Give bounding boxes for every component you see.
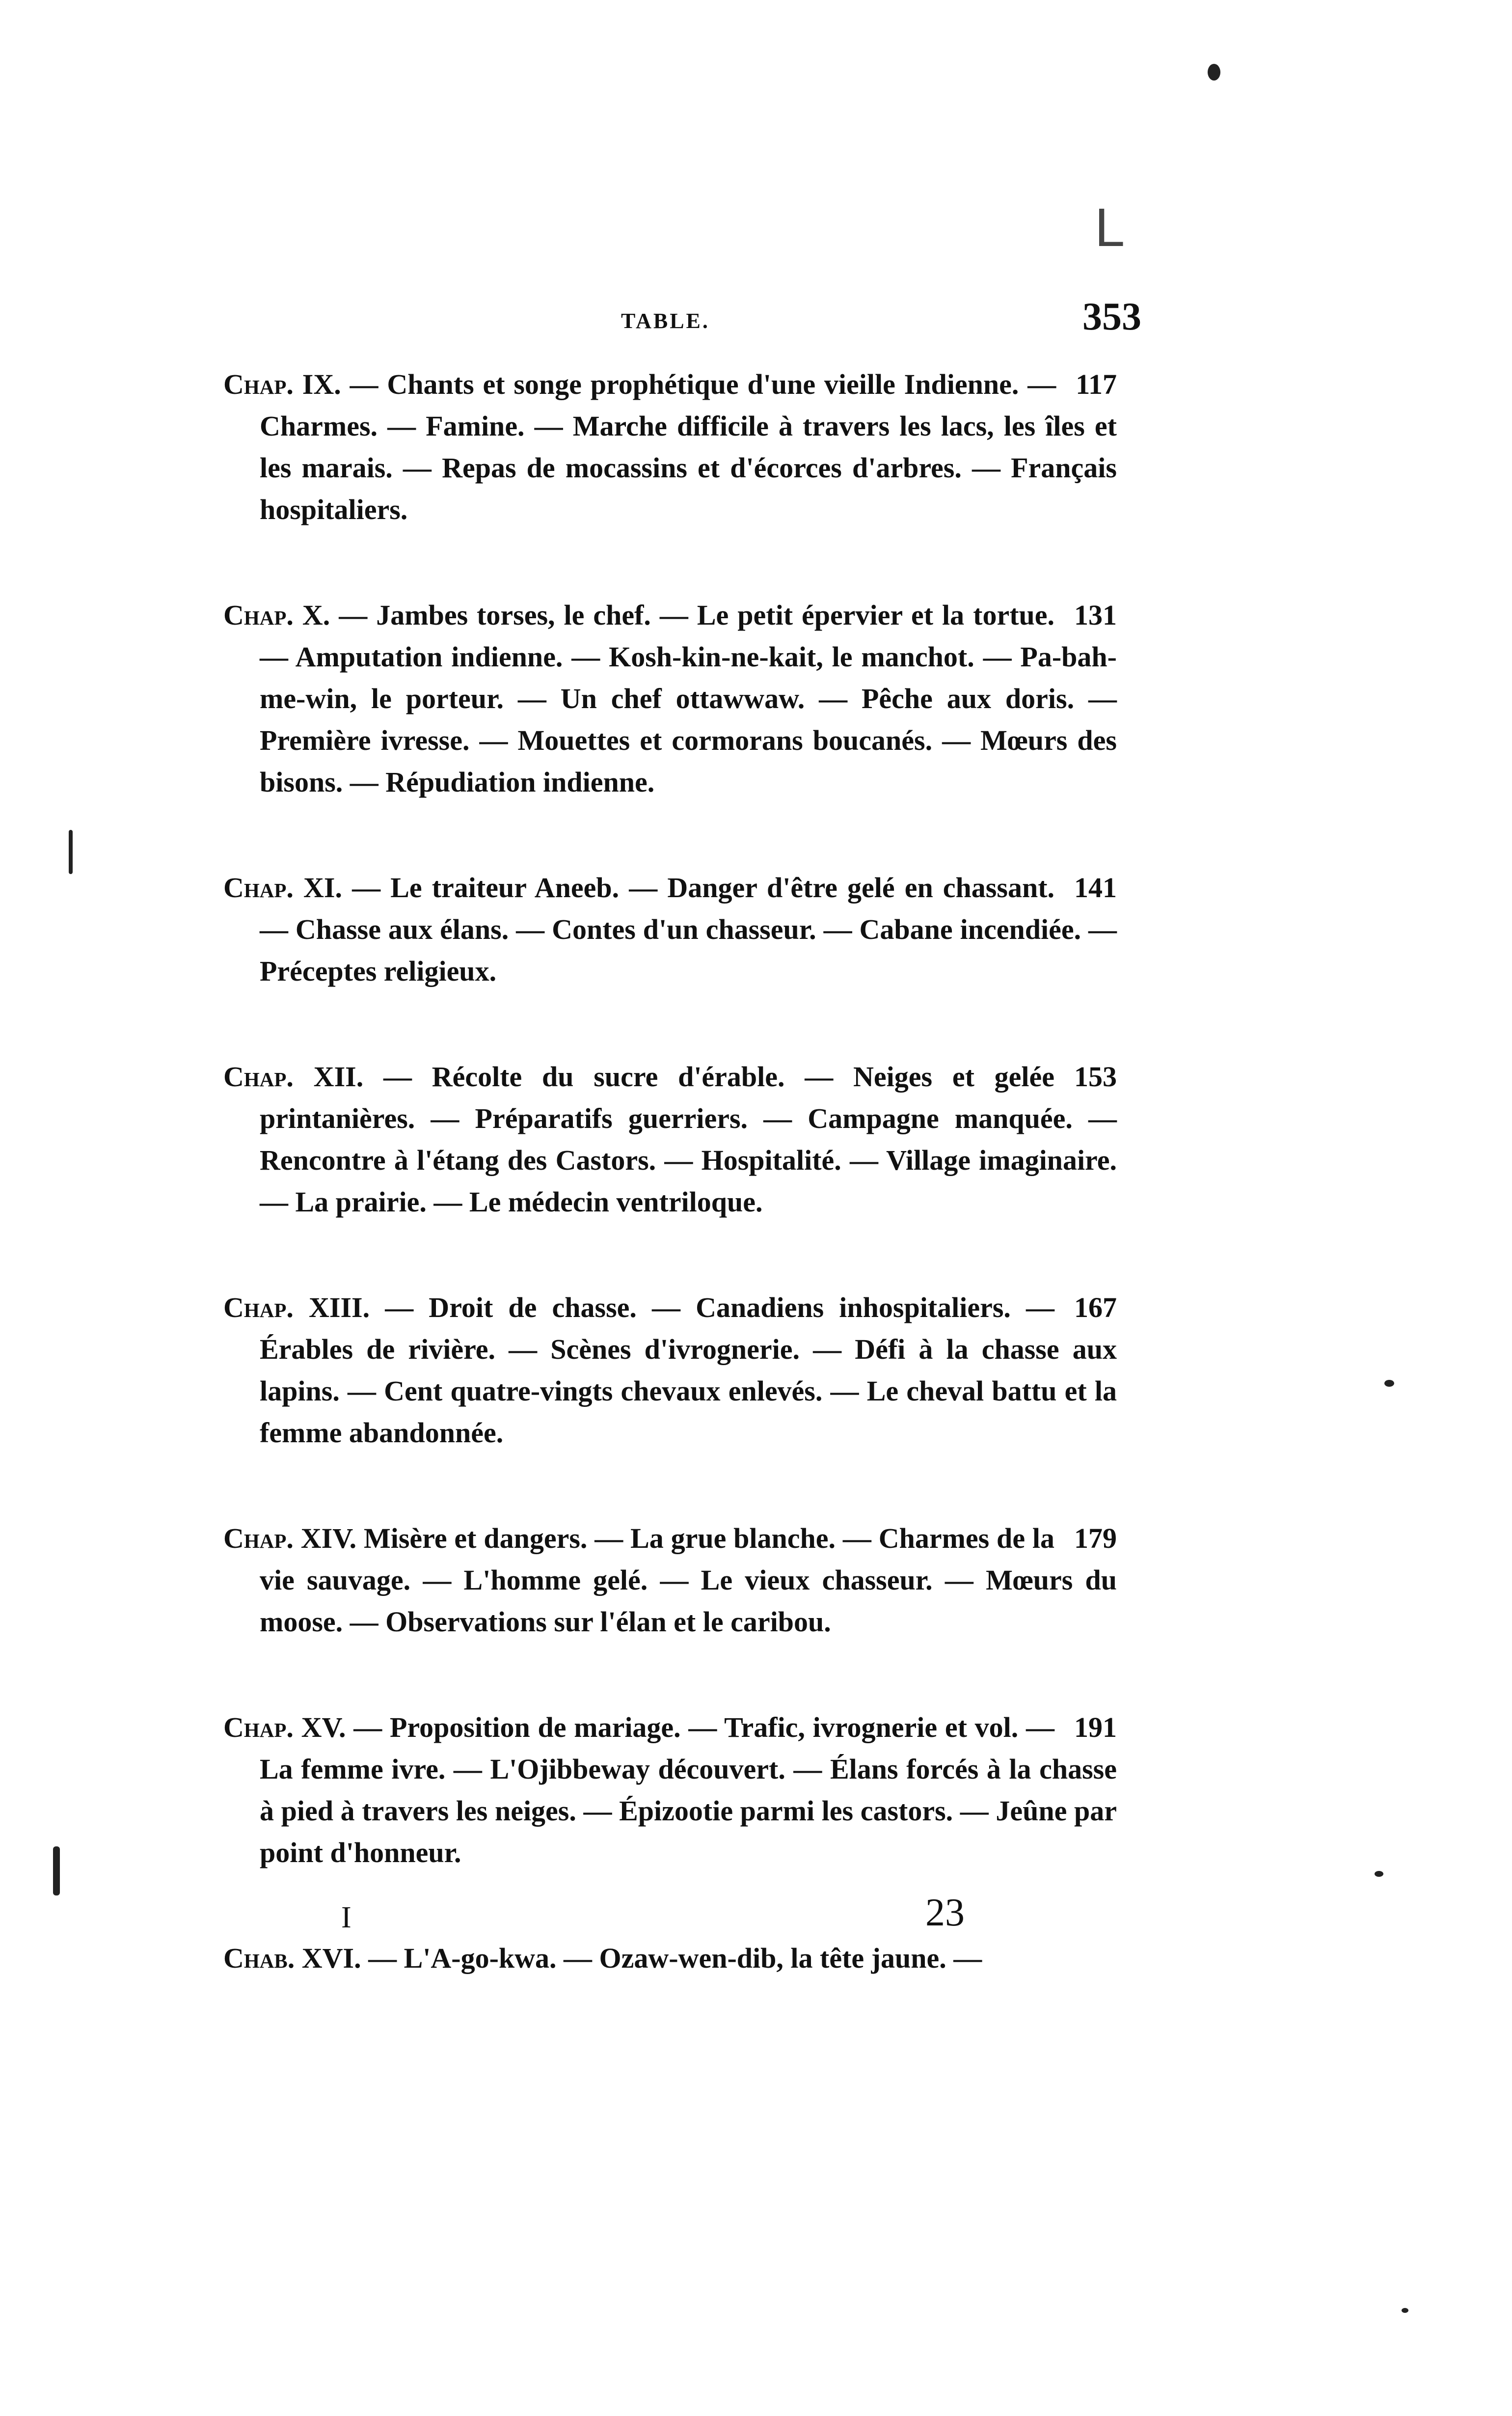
scan-speck: [1384, 1380, 1394, 1387]
corner-handwritten-mark: L: [1095, 197, 1125, 258]
toc-entry-text: — Récolte du sucre d'érable. — Neiges et gelée printanières. — Préparatifs guerriers. — Campagne manquée. — Rencontre à l'étang des Castors. — Hospitalité. — Village imaginaire. — La prairie. — Le médecin ventriloque.: [260, 1061, 1117, 1218]
toc-entry-page: 179: [1074, 1522, 1117, 1554]
toc-entry-text: — Proposition de mariage. — Trafic, ivrognerie et vol. — La femme ivre. — L'Ojibbeway découvert. — Élans forcés à la chasse à pied à travers les neiges. — Épizootie parmi les castors. — Jeûne par point d'honneur.: [260, 1711, 1117, 1868]
toc-entry-page: 167: [1074, 1291, 1117, 1323]
toc-entry-page: 153: [1074, 1061, 1117, 1093]
toc-entry-chapter: Chap. X.: [223, 599, 330, 631]
toc-entry-chap-xii: [223, 1056, 1117, 1223]
toc-entry-text: — Le traiteur Aneeb. — Danger d'être gelé en chassant. — Chasse aux élans. — Contes d'un chasseur. — Cabane incendiée. — Préceptes religieux.: [260, 872, 1117, 987]
toc-entry-chap-xiii: [223, 1287, 1117, 1454]
toc-entry-chapter: Chap. XV.: [223, 1711, 346, 1743]
toc-entry-page: 131: [1074, 599, 1117, 631]
toc-entry-text: — L'A-go-kwa. — Ozaw-wen-dib, la tête jaune. —: [368, 1942, 982, 1974]
toc-entry-chapter: Chap. IX.: [223, 368, 341, 400]
page-header: [223, 295, 1146, 349]
sheet-number: 23: [925, 1891, 965, 1934]
toc-entry-page: 191: [1074, 1711, 1117, 1743]
page-footer: [223, 1891, 1117, 1954]
scan-speck: [1402, 2308, 1408, 2313]
toc-entry-page: 117: [1076, 368, 1117, 400]
toc-entry-chap-xiv: [223, 1517, 1117, 1643]
table-of-contents: [223, 363, 1117, 1979]
toc-entry-chapter: Chab. XVI.: [223, 1942, 361, 1974]
scan-speck: [1375, 1871, 1383, 1877]
signature-mark: I: [341, 1901, 351, 1934]
toc-entry-chap-xi: [223, 867, 1117, 992]
toc-entry-text: — Droit de chasse. — Canadiens inhospitaliers. — Érables de rivière. — Scènes d'ivrognerie. — Défi à la chasse aux lapins. — Cent quatre-vingts chevaux enlevés. — Le cheval battu et la femme abandonnée.: [260, 1291, 1117, 1449]
toc-entry-page: 141: [1074, 872, 1117, 904]
page-number: 353: [1082, 295, 1141, 338]
scan-speck: [53, 1846, 60, 1895]
toc-entry-chapter: Chap. XII.: [223, 1061, 364, 1093]
scan-speck: [69, 830, 73, 874]
toc-entry-text: — Jambes torses, le chef. — Le petit épervier et la tortue. — Amputation indienne. — Kosh-kin-ne-kait, le manchot. — Pa-bah-me-win, le porteur. — Un chef ottawwaw. — Pêche aux doris. — Première ivresse. — Mouettes et cormorans boucanés. — Mœurs des bisons. — Répudiation indienne.: [260, 599, 1117, 798]
toc-entry-chapter: Chap. XIV.: [223, 1522, 357, 1554]
toc-entry-text: — Chants et songe prophétique d'une vieille Indienne. — Charmes. — Famine. — Marche difficile à travers les lacs, les îles et les marais. — Repas de mocassins et d'écorces d'arbres. — Français hospitaliers.: [260, 368, 1117, 525]
toc-entry-chapter: Chap. XI.: [223, 872, 342, 904]
scan-speck: [1208, 64, 1220, 81]
toc-entry-text: Misère et dangers. — La grue blanche. — Charmes de la vie sauvage. — L'homme gelé. — Le vieux chasseur. — Mœurs du moose. — Observations sur l'élan et le caribou.: [260, 1522, 1117, 1638]
toc-entry-chap-x: [223, 594, 1117, 803]
toc-entry-chap-xv: [223, 1706, 1117, 1873]
toc-entry-chap-ix: [223, 363, 1117, 530]
running-head: TABLE.: [621, 309, 710, 333]
toc-entry-chapter: Chap. XIII.: [223, 1291, 370, 1323]
